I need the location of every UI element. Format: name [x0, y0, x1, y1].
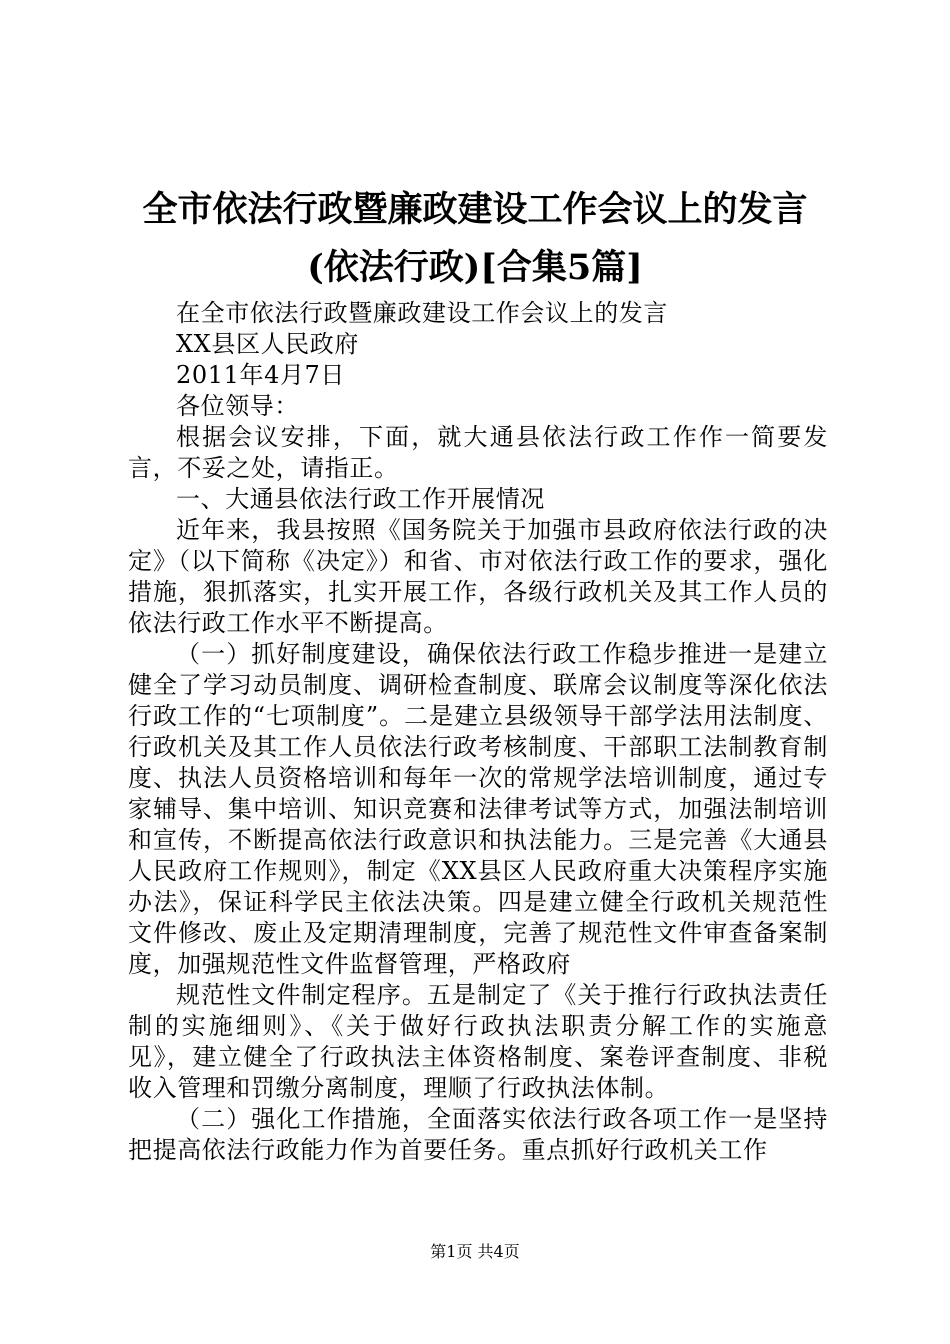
paragraph-item-1-continued: 规范性文件制定程序。五是制定了《关于推行行政执法责任制的实施细则》、《关于做好行政执法职责分解工作的实施意见》，建立健全了行政执法主体资格制度、案卷评查制度、非税收入管理和罚缴分离制度，理顺了行政执法体制。 [128, 981, 828, 1102]
paragraph-item-1: （一）抓好制度建设，确保依法行政工作稳步推进一是建立健全了学习动员制度、调研检查制度、联席会议制度等深化依法行政工作的“七项制度”。二是建立县级领导干部学法用法制度、行政机关及其工作人员依法行政考核制度、干部职工法制教育制度、执法人员资格培训和每年一次的常规学法培训制度，通过专家辅导、集中培训、知识竞赛和法律考试等方式，加强法制培训和宣传，不断提高依法行政意识和执法能力。三是完善《大通县人民政府工作规则》，制定《XX县区人民政府重大决策程序实施办法》，保证科学民主依法决策。四是建立健全行政机关规范性文件修改、废止及定期清理制度，完善了规范性文件审查备案制度，加强规范性文件监督管理，严格政府 [128, 640, 828, 978]
document-title-line-1: 全市依法行政暨廉政建设工作会议上的发言 [142, 189, 808, 230]
paragraph-date: 2011年4月7日 [176, 361, 346, 389]
document-title-line-2: (依法行政)[合集5篇] [307, 247, 643, 288]
paragraph-overview: 近年来，我县按照《国务院关于加强市县政府依法行政的决定》（以下简称《决定》）和省、市对依法行政工作的要求，强化措施，狠抓落实，扎实开展工作，各级行政机关及其工作人员的依法行政工作水平不断提高。 [128, 516, 828, 637]
paragraph-speech-heading: 在全市依法行政暨廉政建设工作会议上的发言 [176, 299, 668, 327]
document-body [128, 298, 828, 1166]
paragraph-author: XX县区人民政府 [176, 330, 359, 358]
paragraph-item-2: （二）强化工作措施，全面落实依法行政各项工作一是坚持把提高依法行政能力作为首要任务。重点抓好行政机关工作 [128, 1105, 828, 1164]
paragraph-salutation: 各位领导： [176, 392, 299, 420]
paragraph-intro: 根据会议安排，下面，就大通县依法行政工作作一简要发言，不妥之处，请指正。 [128, 423, 828, 482]
paragraph-section-heading: 一、大通县依法行政工作开展情况 [176, 485, 545, 513]
page-footer: 第1页 共4页 [430, 1242, 520, 1261]
